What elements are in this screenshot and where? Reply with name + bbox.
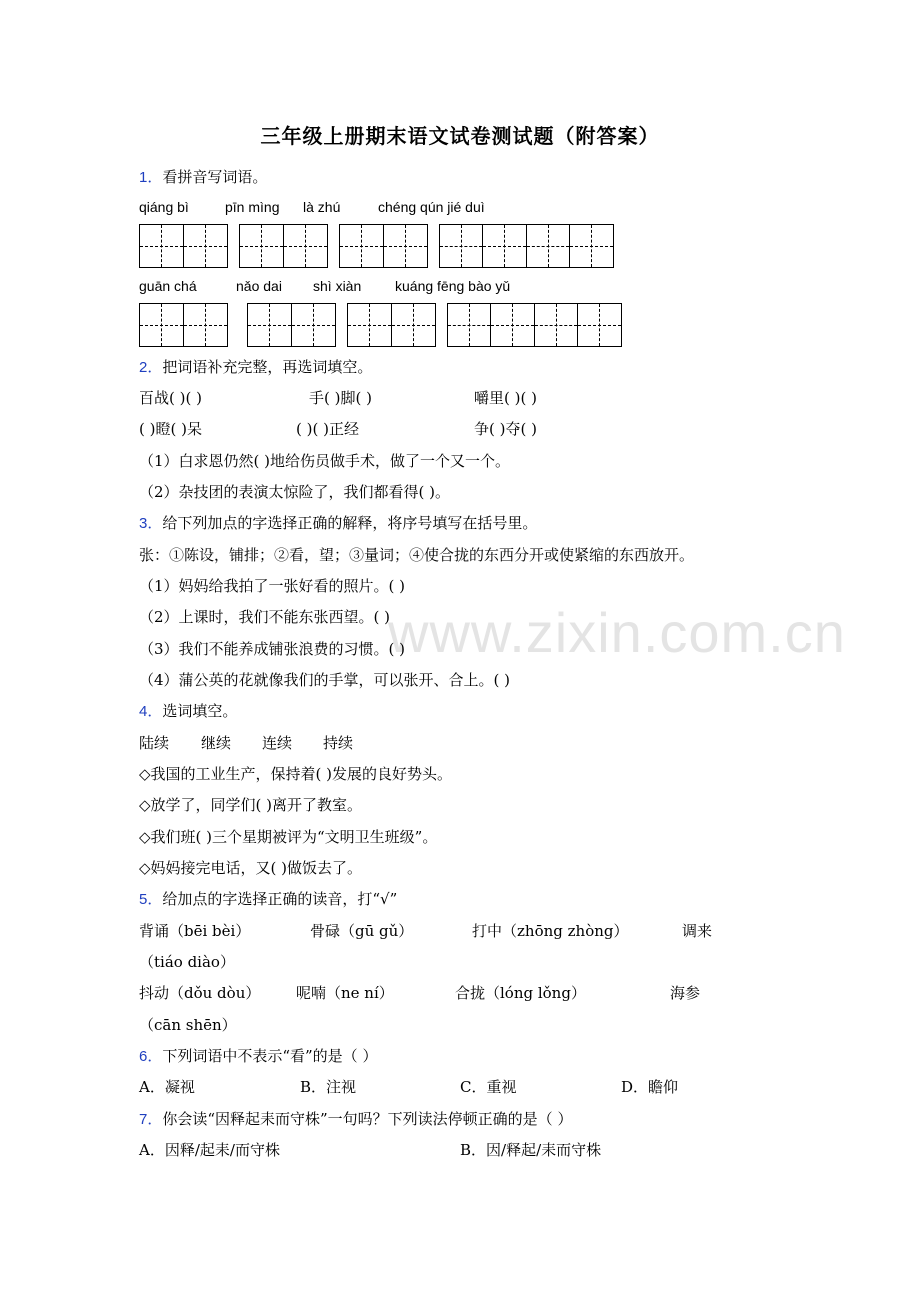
reading-option: 调来 [682, 922, 713, 940]
sentence: ◇放学了，同学们( )离开了教室。 [139, 796, 363, 814]
question-text: 给下列加点的字选择正确的解释，将序号填写在括号里。 [162, 514, 538, 532]
sentence: （4）蒲公英的花就像我们的手掌，可以张开、合上。( ) [139, 671, 511, 689]
idiom-blank: 百战( )( ) [139, 389, 202, 407]
writing-grid[interactable] [139, 224, 228, 268]
writing-grid[interactable] [439, 224, 614, 268]
question-number: 4． [139, 703, 163, 720]
question-5 [139, 889, 397, 910]
word-option: 连续 [262, 734, 293, 752]
reading-option: （cān shēn） [139, 1016, 237, 1034]
reading-option: 骨碌（gū gǔ） [310, 922, 414, 940]
sentence: （2）上课时，我们不能东张西望。( ) [139, 608, 391, 626]
writing-grid[interactable] [447, 303, 622, 347]
reading-option: 打中（zhōng zhòng） [472, 922, 629, 940]
definition: 张：①陈设，铺排；②看，望；③量词；④使合拢的东西分开或使紧缩的东西放开。 [139, 546, 695, 564]
word-option: 持续 [323, 734, 354, 752]
pinyin-label: chéng qún jié duì [378, 199, 485, 215]
writing-grid[interactable] [139, 303, 228, 347]
question-number: 7． [139, 1111, 163, 1128]
sentence: （3）我们不能养成铺张浪费的习惯。( ) [139, 640, 406, 658]
sentence: （2）杂技团的表演太惊险了，我们都看得( )。 [139, 483, 451, 501]
writing-grid[interactable] [247, 303, 336, 347]
question-4 [139, 701, 237, 722]
word-option: 陆续 [139, 734, 170, 752]
question-text: 选词填空。 [162, 702, 238, 720]
question-number: 6． [139, 1048, 163, 1065]
reading-option: 呢喃（ne ní） [296, 984, 394, 1002]
sentence: ◇我们班( )三个星期被评为“文明卫生班级”。 [139, 828, 438, 846]
choice-option[interactable]: C．重视 [460, 1078, 517, 1096]
question-text: 你会读“因释起耒而守株”一句吗？下列读法停顿正确的是（ ） [162, 1110, 573, 1128]
page-title: 三年级上册期末语文试卷测试题（附答案） [260, 124, 660, 148]
idiom-blank: ( )瞪( )呆 [139, 420, 202, 438]
reading-option: 背诵（bēi bèi） [139, 922, 251, 940]
reading-option: 合拢（lóng lǒng） [455, 984, 586, 1002]
question-7 [139, 1109, 572, 1130]
writing-grid[interactable] [339, 224, 428, 268]
question-text: 下列词语中不表示“看”的是（ ） [162, 1047, 378, 1065]
question-2 [139, 357, 372, 378]
question-number: 5． [139, 891, 163, 908]
choice-option[interactable]: A．因释/起耒/而守株 [139, 1141, 280, 1159]
question-text: 给加点的字选择正确的读音，打“√” [162, 890, 398, 908]
pinyin-label: nǎo dai [236, 278, 282, 294]
word-option: 继续 [201, 734, 232, 752]
idiom-blank: ( )( )正经 [296, 420, 359, 438]
writing-grid[interactable] [347, 303, 436, 347]
sentence: （1）白求恩仍然( )地给伤员做手术，做了一个又一个。 [139, 452, 511, 470]
question-number: 1． [139, 169, 163, 186]
question-text: 看拼音写词语。 [162, 168, 268, 186]
reading-option: （tiáo diào） [139, 953, 235, 971]
pinyin-label: là zhú [303, 199, 341, 215]
choice-option[interactable]: D．瞻仰 [621, 1078, 679, 1096]
choice-option[interactable]: B．因/释起/耒而守株 [460, 1141, 602, 1159]
question-text: 把词语补充完整，再选词填空。 [162, 358, 373, 376]
reading-option: 海参 [670, 984, 701, 1002]
question-number: 2． [139, 359, 163, 376]
pinyin-label: shì xiàn [313, 278, 362, 294]
sentence: （1）妈妈给我拍了一张好看的照片。( ) [139, 577, 406, 595]
question-1 [139, 167, 267, 188]
idiom-blank: 争( )夺( ) [474, 420, 537, 438]
choice-option[interactable]: A．凝视 [139, 1078, 195, 1096]
question-6 [139, 1046, 377, 1067]
writing-grid[interactable] [239, 224, 328, 268]
reading-option: 抖动（dǒu dòu） [139, 984, 261, 1002]
choice-option[interactable]: B．注视 [300, 1078, 357, 1096]
pinyin-label: kuáng fēng bào yǔ [395, 278, 511, 294]
sentence: ◇我国的工业生产，保持着( )发展的良好势头。 [139, 765, 453, 783]
question-3 [139, 513, 537, 534]
watermark: www.zixin.com.cn [388, 601, 846, 664]
pinyin-label: guān chá [139, 278, 197, 294]
question-number: 3． [139, 515, 163, 532]
pinyin-label: pīn mìng [225, 199, 280, 215]
sentence: ◇妈妈接完电话，又( )做饭去了。 [139, 859, 363, 877]
idiom-blank: 手( )脚( ) [309, 389, 372, 407]
pinyin-label: qiáng bì [139, 199, 189, 215]
idiom-blank: 嚼里( )( ) [474, 389, 537, 407]
